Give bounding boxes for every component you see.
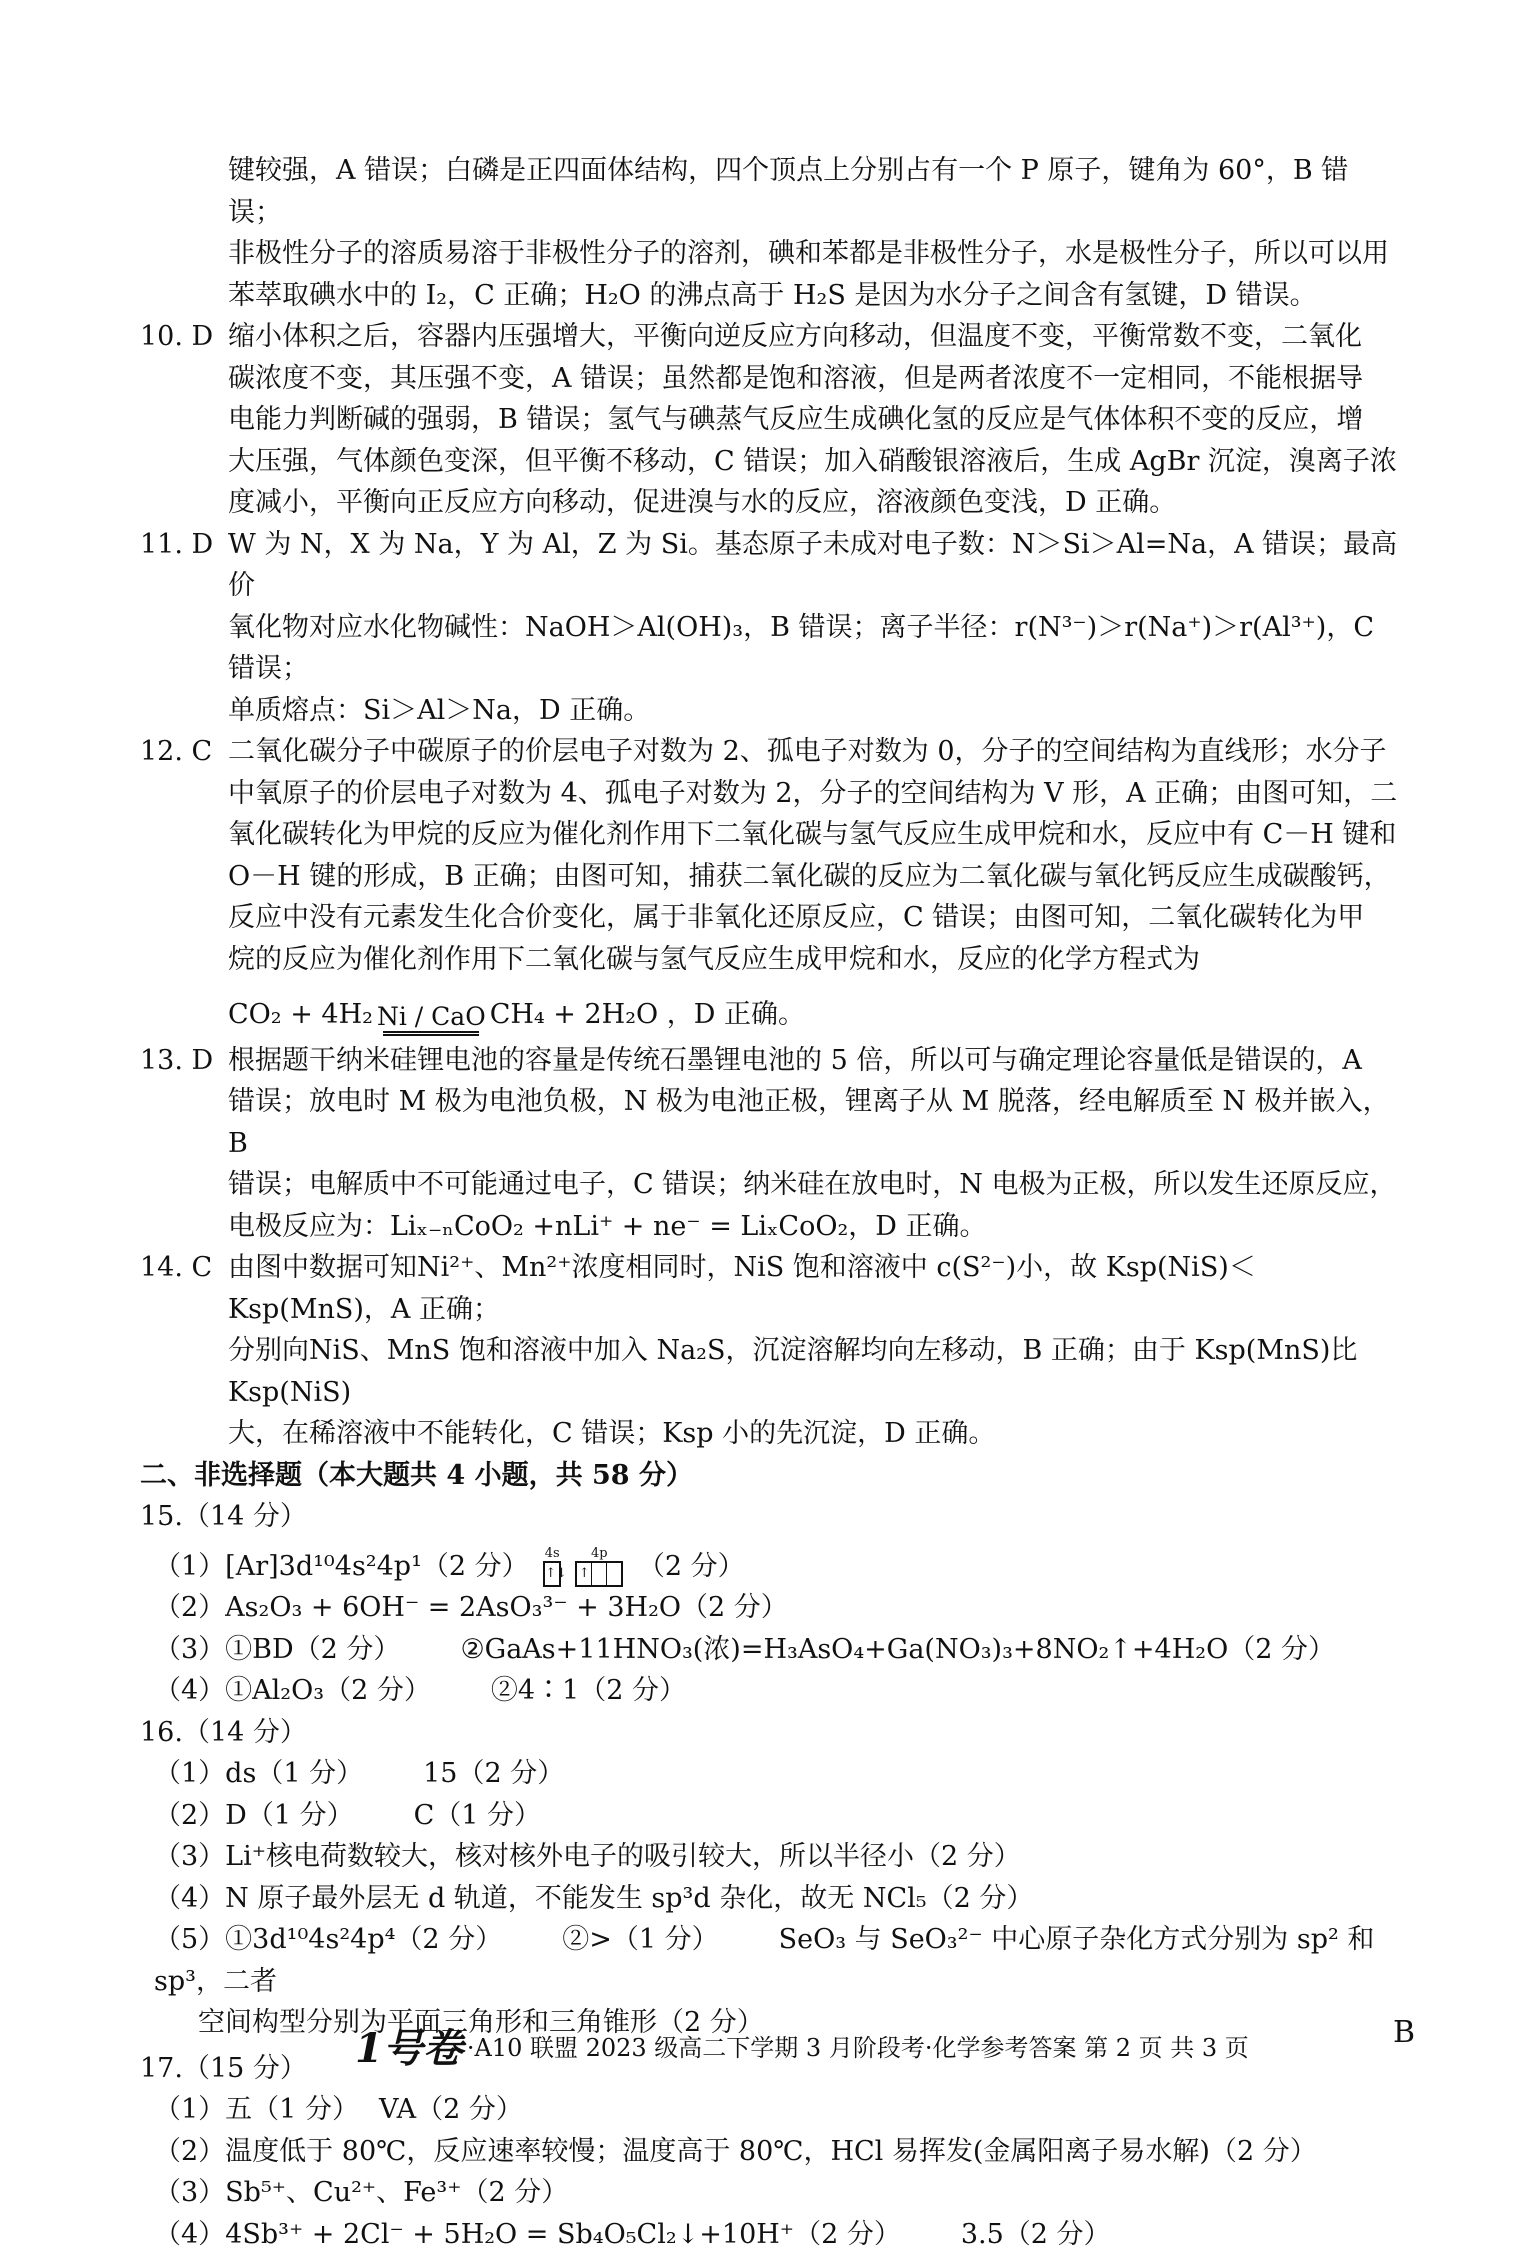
explanation (228, 1247, 1400, 1455)
text-line: 由图中数据可知Ni²⁺、Mn²⁺浓度相同时，NiS 饱和溶液中 c(S²⁻)小，故 Ksp(NiS)＜Ksp(MnS)，A 正确； (228, 1247, 1400, 1330)
orbital-boxes (575, 1561, 623, 1587)
brand-logo: 1号卷 (355, 2017, 463, 2074)
answer-text: （3）①BD（2 分） (154, 1634, 400, 1665)
question-14 (140, 1247, 1400, 1455)
answer-text: ②4∶1（2 分） (491, 1675, 686, 1706)
question-12 (140, 731, 1400, 980)
text-line: 电能力判断碱的强弱，B 错误；氢气与碘蒸气反应生成碘化氢的反应是气体体积不变的反应，增 (228, 399, 1400, 441)
answer-text: （2）D（1 分） (154, 1800, 354, 1831)
answer-text: 3.5（2 分） (961, 2219, 1111, 2250)
answer-text: VA（2 分） (379, 2094, 523, 2125)
equation-products: CH₄ + 2H₂O ，D 正确。 (490, 994, 805, 1036)
question-number: 10. D (140, 316, 228, 524)
answer-text: （1）五（1 分） (154, 2094, 359, 2125)
text-line: 单质熔点：Si＞Al＞Na，D 正确。 (228, 690, 1400, 732)
orbital-boxes (543, 1561, 561, 1587)
answer-text: ②GaAs+11HNO₃(浓)=H₃AsO₄+Ga(NO₃)₃+8NO₂↑+4H₂O（2 分） (460, 1634, 1335, 1665)
orbital-label: 4s (545, 1547, 560, 1561)
explanation (228, 524, 1400, 732)
answer-text: （1）ds（1 分） (154, 1758, 363, 1789)
q15-answer-2: （2）As₂O₃ + 6OH⁻ = 2AsO₃³⁻ + 3H₂O（2 分） (140, 1587, 1400, 1629)
page-footer (355, 2017, 1249, 2074)
orbital-box (607, 1563, 621, 1585)
q16-answer-3: （3）Li⁺核电荷数较大，核对核外电子的吸引较大，所以半径小（2 分） (140, 1836, 1400, 1878)
equation-reactants: CO₂ + 4H₂ (228, 994, 373, 1036)
question-number: 11. D (140, 524, 228, 732)
q15-answer-4 (140, 1670, 1400, 1712)
answer-text: C（1 分） (414, 1800, 541, 1831)
text-line: 氧化物对应水化物碱性：NaOH＞Al(OH)₃，B 错误；离子半径：r(N³⁻)＞r(Na⁺)＞r(Al³⁺)，C 错误； (228, 607, 1400, 690)
text-line: 缩小体积之后，容器内压强增大，平衡向逆反应方向移动，但温度不变，平衡常数不变，二氧化 (228, 316, 1400, 358)
answer-text: SeO₃ 与 SeO₃²⁻ 中心原子杂化方式分别为 sp² 和 sp³，二者 (154, 1924, 1374, 1997)
orbital-box: ↑↓ (545, 1563, 559, 1585)
orbital-label: 4p (591, 1547, 608, 1561)
question-number: 12. C (140, 731, 228, 980)
orbital-4p (575, 1547, 623, 1587)
q16-answer-5-cont: 空间构型分别为平面三角形和三角锥形（2 分） (140, 2002, 1400, 2044)
catalyst-label: Ni / CaO (377, 1003, 486, 1031)
text-line: 度减小，平衡向正反应方向移动，促进溴与水的反应，溶液颜色变浅，D 正确。 (228, 482, 1400, 524)
q15-answer-1 (140, 1546, 1400, 1588)
question-17-heading: 17.（15 分） (140, 2048, 1400, 2090)
answer-text: （1）[Ar]3d¹⁰4s²4p¹（2 分） (154, 1551, 529, 1582)
text-line: 非极性分子的溶质易溶于非极性分子的溶剂，碘和苯都是非极性分子，水是极性分子，所以可以用 (228, 233, 1400, 275)
q15-answer-3 (140, 1629, 1400, 1671)
explanation (228, 1040, 1400, 1248)
text-line: 错误；放电时 M 极为电池负极，N 极为电池正极，锂离子从 M 脱落，经电解质至 N 极并嵌入，B (228, 1081, 1400, 1164)
q17-answer-3: （3）Sb⁵⁺、Cu²⁺、Fe³⁺（2 分） (140, 2172, 1400, 2214)
text-line: 碳浓度不变，其压强不变，A 错误；虽然都是饱和溶液，但是两者浓度不一定相同，不能根据导 (228, 358, 1400, 400)
q16-answer-1 (140, 1753, 1400, 1795)
text-line: 键较强，A 错误；白磷是正四面体结构，四个顶点上分别占有一个 P 原子，键角为 60°，B 错误； (228, 150, 1400, 233)
answer-text: （5）①3d¹⁰4s²4p⁴（2 分） (154, 1924, 502, 1955)
text-line: 苯萃取碘水中的 I₂，C 正确；H₂O 的沸点高于 H₂S 是因为水分子之间含有氢键，D 错误。 (228, 275, 1400, 317)
q17-answer-1 (140, 2089, 1400, 2131)
explanation (228, 731, 1400, 980)
orbital-box: ↑ (577, 1563, 592, 1585)
footer-text: ·A10 联盟 2023 级高二下学期 3 月阶段考·化学参考答案 第 2 页 共 3 页 (467, 2028, 1249, 2063)
orbital-box (592, 1563, 607, 1585)
q16-answer-4: （4）N 原子最外层无 d 轨道，不能发生 sp³d 杂化，故无 NCl₅（2 分） (140, 1878, 1400, 1920)
section-heading: 二、非选择题（本大题共 4 小题，共 58 分） (140, 1455, 1400, 1497)
orbital-4s (543, 1547, 561, 1587)
text-line: O－H 键的形成，B 正确；由图可知，捕获二氧化碳的反应为二氧化碳与氧化钙反应生成碳酸钙， (228, 856, 1400, 898)
text-line: 错误；电解质中不可能通过电子，C 错误；纳米硅在放电时，N 电极为正极，所以发生还原反应， (228, 1164, 1400, 1206)
text-line: W 为 N，X 为 Na，Y 为 Al，Z 为 Si。基态原子未成对电子数：N＞Si＞Al=Na，A 错误；最高价 (228, 524, 1400, 607)
orbital-diagram (543, 1547, 623, 1587)
text-line: 中氧原子的价层电子对数为 4、孤电子对数为 2，分子的空间结构为 V 形，A 正确；由图可知，二 (228, 773, 1400, 815)
question-15-heading: 15.（14 分） (140, 1496, 1400, 1538)
question-13 (140, 1040, 1400, 1248)
q9-continuation (228, 150, 1400, 316)
reaction-condition (377, 1003, 486, 1036)
equal-sign (383, 1031, 479, 1036)
q17-answer-4 (140, 2214, 1400, 2255)
q17-answer-2: （2）温度低于 80℃，反应速率较慢；温度高于 80℃，HCl 易挥发(金属阳离子易水解)（2 分） (140, 2131, 1400, 2173)
text-line: 电极反应为：Liₓ₋ₙCoO₂ +nLi⁺ + ne⁻ = LiₓCoO₂，D 正确。 (228, 1206, 1400, 1248)
answer-content (140, 150, 1400, 2255)
question-10 (140, 316, 1400, 524)
text-line: 氧化碳转化为甲烷的反应为催化剂作用下二氧化碳与氢气反应生成甲烷和水，反应中有 C－H 键和 (228, 814, 1400, 856)
explanation (228, 316, 1400, 524)
text-line: 大，在稀溶液中不能转化，C 错误；Ksp 小的先沉淀，D 正确。 (228, 1413, 1400, 1455)
q16-answer-5 (140, 1919, 1400, 2002)
question-11 (140, 524, 1400, 732)
question-16-heading: 16.（14 分） (140, 1712, 1400, 1754)
question-number: 13. D (140, 1040, 228, 1248)
answer-text: （4）①Al₂O₃（2 分） (154, 1675, 431, 1706)
answer-text: （4）4Sb³⁺ + 2Cl⁻ + 5H₂O = Sb₄O₅Cl₂↓+10H⁺（2 分） (154, 2219, 901, 2250)
version-mark: B (1393, 2015, 1415, 2050)
text-line: 大压强，气体颜色变深，但平衡不移动，C 错误；加入硝酸银溶液后，生成 AgBr 沉淀，溴离子浓 (228, 441, 1400, 483)
answer-text: ②>（1 分） (562, 1924, 718, 1955)
chemical-equation (228, 994, 1400, 1036)
answer-score: （2 分） (638, 1551, 745, 1582)
q16-answer-2 (140, 1795, 1400, 1837)
text-line: 二氧化碳分子中碳原子的价层电子对数为 2、孤电子对数为 0，分子的空间结构为直线形；水分子 (228, 731, 1400, 773)
text-line: 反应中没有元素发生化合价变化，属于非氧化还原反应，C 错误；由图可知，二氧化碳转化为甲 (228, 897, 1400, 939)
text-line: 分别向NiS、MnS 饱和溶液中加入 Na₂S，沉淀溶解均向左移动，B 正确；由于 Ksp(MnS)比 Ksp(NiS) (228, 1330, 1400, 1413)
text-line: 根据题干纳米硅锂电池的容量是传统石墨锂电池的 5 倍，所以可与确定理论容量低是错误的，A (228, 1040, 1400, 1082)
text-line: 烷的反应为催化剂作用下二氧化碳与氢气反应生成甲烷和水，反应的化学方程式为 (228, 939, 1400, 981)
question-number: 14. C (140, 1247, 228, 1455)
answer-text: 15（2 分） (423, 1758, 564, 1789)
